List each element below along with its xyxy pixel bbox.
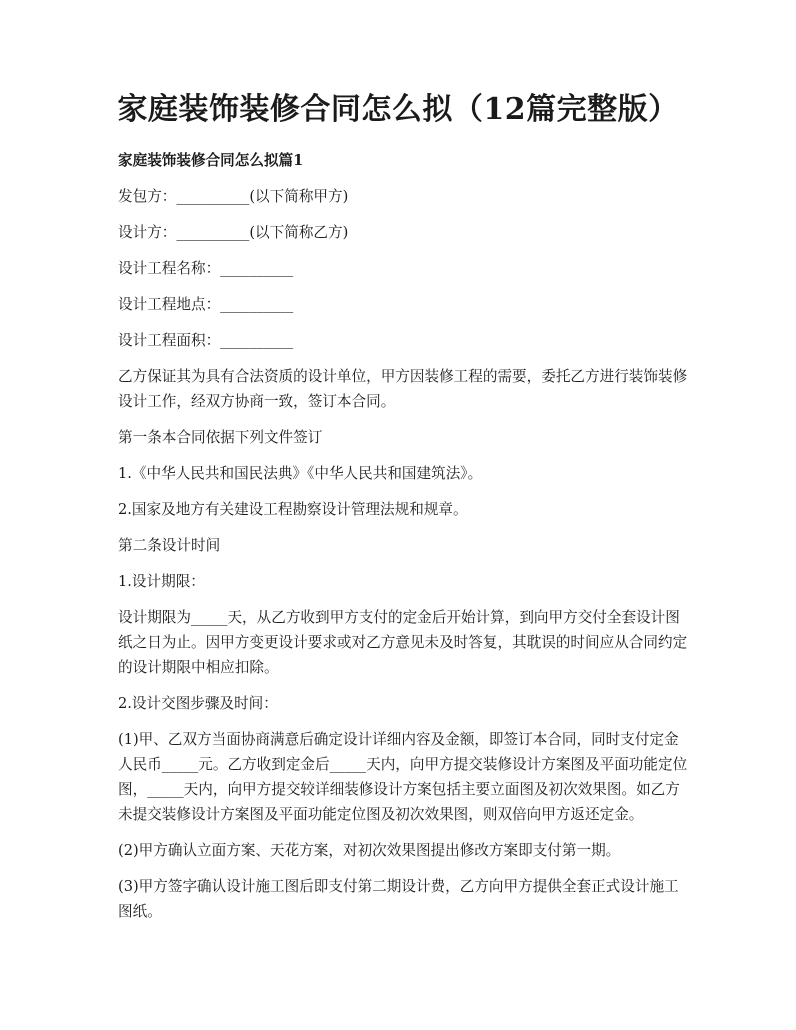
delivery-step-3: (3)甲方签字确认设计施工图后即支付第二期设计费，乙方向甲方提供全套正式设计施工图纸。 (118, 878, 679, 920)
project-area-line: 设计工程面积：__________ (118, 332, 294, 349)
intro-paragraph: 乙方保证其为具有合法资质的设计单位，甲方因装修工程的需要，委托乙方进行装饰装修设计工作，经双方协商一致，签订本合同。 (118, 368, 688, 410)
delivery-step-2: (2)甲方确认立面方案、天花方案，对初次效果图提出修改方案即支付第一期。 (118, 842, 621, 859)
document-title: 家庭装饰装修合同怎么拟（12篇完整版） (117, 92, 679, 127)
party-a-line: 发包方：__________(以下简称甲方) (118, 188, 349, 205)
delivery-step-1: (1)甲、乙双方当面协商满意后确定设计详细内容及金额，即签订本合同，同时支付定金人民币_____元。乙方收到定金后_____天内，向甲方提交装修设计方案图及平面功能定位图，_____天内，向甲方提交较详细装修设计方案包括主要立面图及初次效果图。如乙方未提交装修设计方案图及平面功能定位图及初次效果图，则双倍向甲方返还定金。 (118, 731, 688, 823)
article-1-heading: 第一条本合同依据下列文件签订 (118, 429, 323, 446)
document-body (118, 148, 688, 935)
article-1-item-1: 1.《中华人民共和国民法典》《中华人民共和国建筑法》。 (118, 465, 483, 482)
project-name-line: 设计工程名称：__________ (118, 260, 294, 277)
design-period-heading: 1.设计期限： (118, 573, 205, 590)
project-location-line: 设计工程地点：__________ (118, 296, 294, 313)
party-b-line: 设计方：__________(以下简称乙方) (118, 224, 349, 241)
design-period-paragraph: 设计期限为_____天，从乙方收到甲方支付的定金后开始计算，到向甲方交付全套设计图纸之日为止。因甲方变更设计要求或对乙方意见未及时答复，其耽误的时间应从合同约定的设计期限中相应扣除。 (118, 609, 688, 676)
article-2-heading: 第二条设计时间 (118, 537, 221, 554)
article-1-item-2: 2.国家及地方有关建设工程勘察设计管理法规和规章。 (118, 501, 468, 518)
delivery-steps-heading: 2.设计交图步骤及时间： (118, 695, 278, 712)
section-heading: 家庭装饰装修合同怎么拟篇1 (118, 152, 304, 169)
